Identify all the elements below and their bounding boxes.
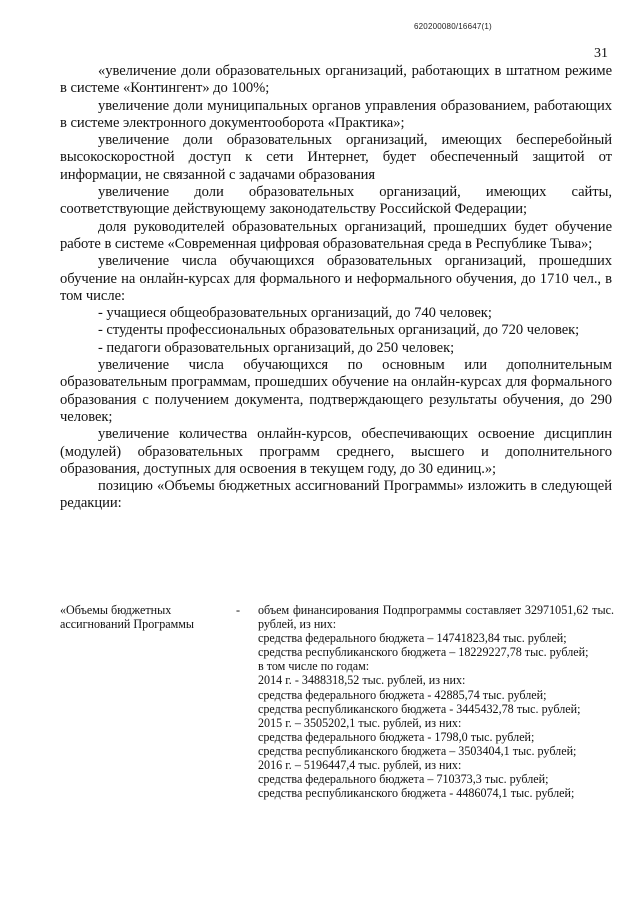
paragraph: позицию «Объемы бюджетных ассигнований Программы» изложить в следующей редакции: [60, 478, 612, 512]
passport-line: средства федерального бюджета – 14741823,84 тыс. рублей; [258, 631, 567, 646]
paragraph: увеличение количества онлайн-курсов, обеспечивающих освоение дисциплин (модулей) образовательных программ среднего, высшего и дополнительного образования, доступных для освоения в текущем году, до 30 единиц.»; [60, 426, 612, 477]
passport-line: средства республиканского бюджета - 3445432,78 тыс. рублей; [258, 701, 581, 716]
passport-line: средства федерального бюджета - 1798,0 тыс. рублей; [258, 729, 535, 744]
paragraph: увеличение доли муниципальных органов управления образованием, работающих в системе электронного документооборота «Практика»; [60, 97, 612, 131]
paragraph: увеличение числа обучающихся образовательных организаций, прошедших обучение на онлайн-курсах для формального и неформального обучения, до 1710 чел., в том числе: [60, 253, 612, 304]
page-number: 31 [594, 46, 608, 61]
list-item: - учащиеся общеобразовательных организаций, до 740 человек; [98, 305, 492, 322]
budget-allocations-table [60, 603, 614, 800]
list-item: - педагоги образовательных организаций, до 250 человек; [98, 339, 455, 356]
passport-line: 2014 г. - 3488318,52 тыс. рублей, из них: [258, 673, 466, 688]
passport-line: 2016 г. – 5196447,4 тыс. рублей, из них: [258, 758, 462, 773]
passport-value [258, 603, 614, 800]
passport-dash: - [236, 603, 241, 617]
document-code: 620200080/16647(1) [414, 22, 492, 31]
list-item: - студенты профессиональных образовательных организаций, до 720 человек; [98, 322, 580, 339]
main-text [60, 63, 612, 513]
paragraph: увеличение числа обучающихся по основным или дополнительным образовательным программам, прошедших обучение на онлайн-курсах для формального образования с получением документа, подтверждающего результаты обучения, до 290 человек; [60, 357, 612, 425]
passport-line: объем финансирования Подпрограммы составляет 32971051,62 тыс. рублей, из них: [258, 603, 614, 632]
passport-line: средства федерального бюджета - 42885,74 тыс. рублей; [258, 687, 547, 702]
passport-line: средства республиканского бюджета – 3503404,1 тыс. рублей; [258, 743, 577, 758]
passport-line: средства федерального бюджета – 710373,3 тыс. рублей; [258, 772, 549, 787]
passport-line: 2015 г. – 3505202,1 тыс. рублей, из них: [258, 715, 462, 730]
paragraph: увеличение доли образовательных организаций, имеющих бесперебойный высокоскоростной доступ к сети Интернет, будет обеспеченный защитой от информации, не связанной с задачами образования [60, 132, 612, 183]
passport-line: в том числе по годам: [258, 659, 370, 674]
passport-label: «Объемы бюджетных ассигнований Программы [60, 603, 195, 632]
paragraph: «увеличение доли образовательных организаций, работающих в штатном режиме в системе «Контингент» до 100%; [60, 63, 612, 97]
paragraph: доля руководителей образовательных организаций, прошедших будет обучение работе в системе «Современная цифровая образовательная среда в Республике Тыва»; [60, 218, 612, 252]
passport-line: средства республиканского бюджета - 4486074,1 тыс. рублей; [258, 786, 575, 801]
passport-line: средства республиканского бюджета – 18229227,78 тыс. рублей; [258, 645, 589, 660]
paragraph: увеличение доли образовательных организаций, имеющих сайты, соответствующие действующему законодательству Российской Федерации; [60, 184, 612, 218]
